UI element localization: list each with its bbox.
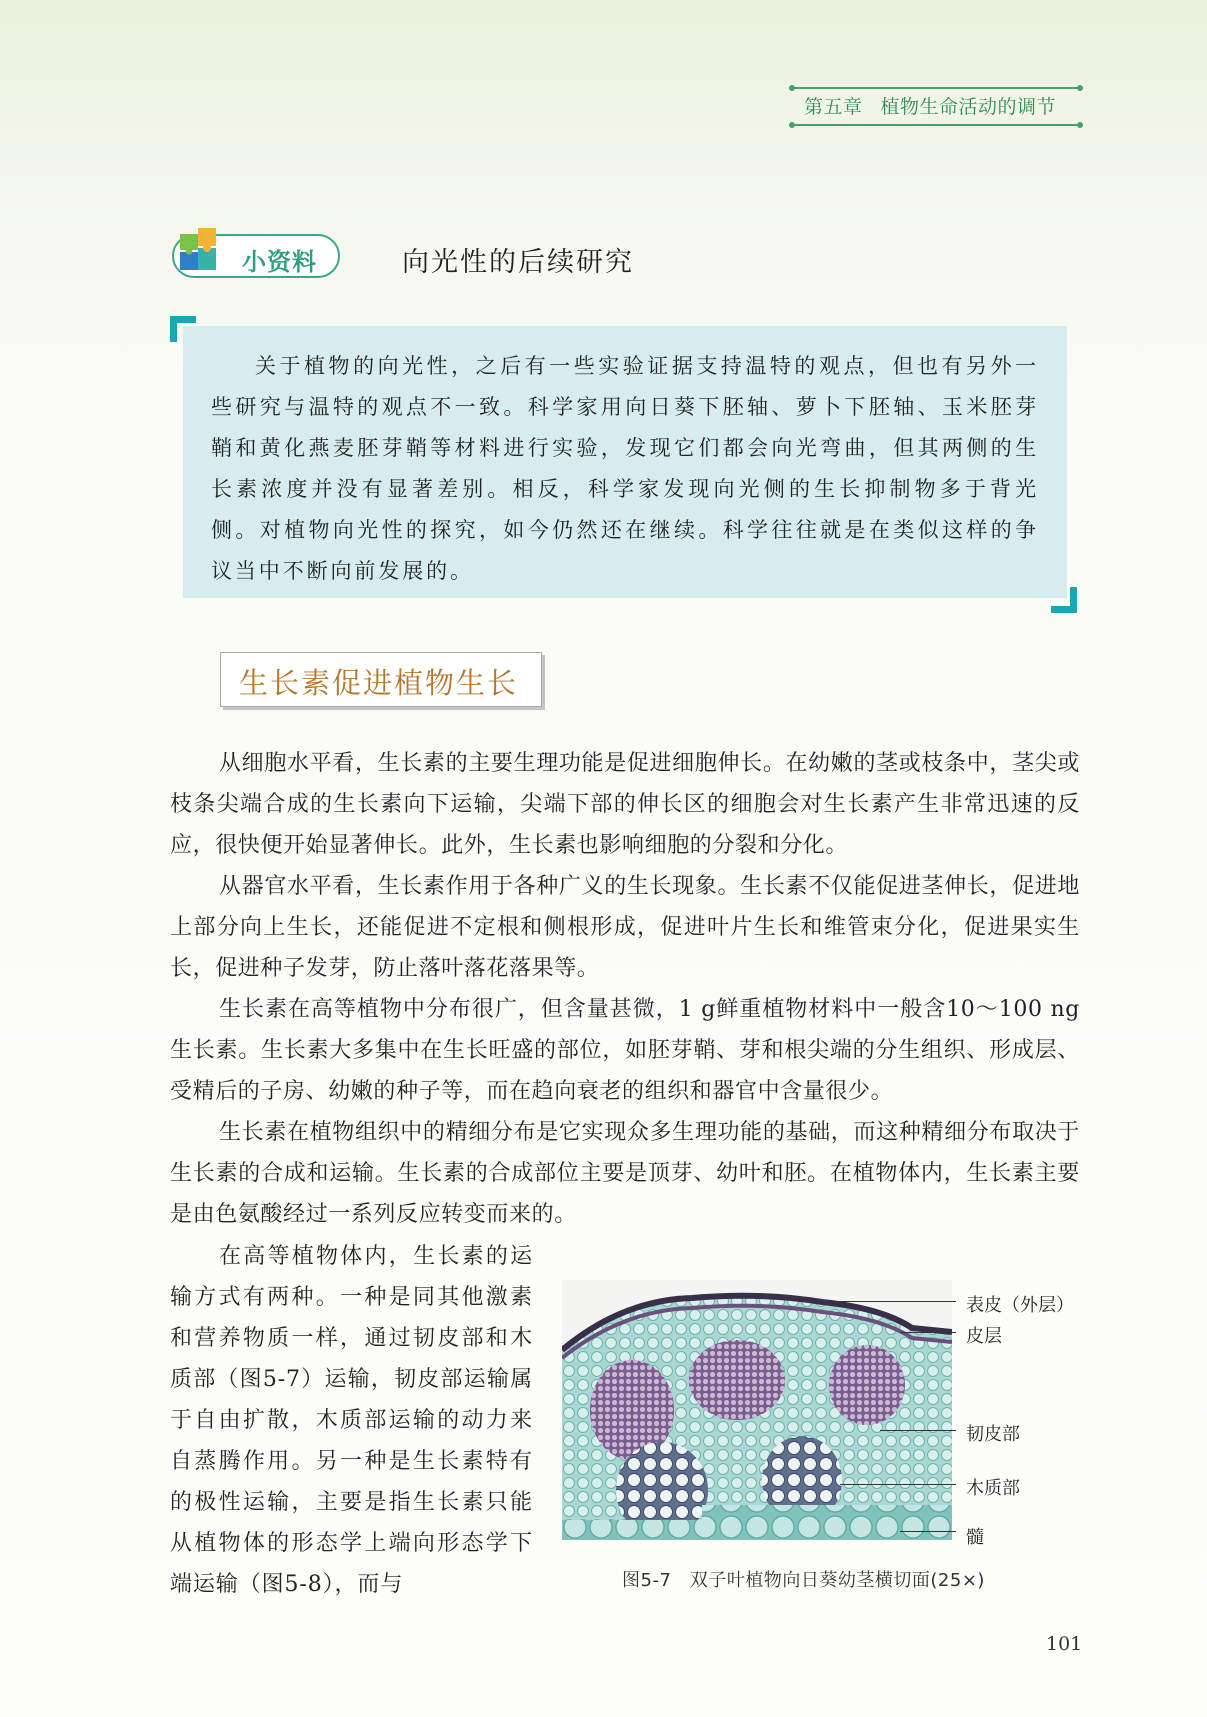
label-cortex: 皮层 — [966, 1326, 1002, 1347]
paragraph: 从细胞水平看，生长素的主要生理功能是促进细胞伸长。在幼嫩的茎或枝条中，茎尖或枝条尖端合成的生长素向下运输，尖端下部的伸长区的细胞会对生长素产生非常迅速的反应，很快便开始显著伸长。此外，生长素也影响细胞的分裂和分化。 — [170, 751, 1080, 858]
paragraph: 从器官水平看，生长素作用于各种广义的生长现象。生长素不仅能促进茎伸长，促进地上部分向上生长，还能促进不定根和侧根形成，促进叶片生长和维管束分化，促进果实生长，促进种子发芽，防止落叶落花落果等。 — [170, 874, 1080, 981]
chapter-title: 植物生命活动的调节 — [880, 96, 1057, 118]
leader-line — [900, 1332, 956, 1333]
body-text — [170, 743, 1080, 1235]
section-title-box — [220, 652, 542, 707]
section-title: 生长素促进植物生长 — [239, 666, 519, 700]
leader-line — [830, 1301, 956, 1302]
corner-mark-bottom-right — [1051, 587, 1077, 613]
paragraph: 生长素在高等植物中分布很广，但含量甚微，1 g鲜重植物材料中一般含10～100 ng生长素。生长素大多集中在生长旺盛的部位，如胚芽鞘、芽和根尖端的分生组织、形成层、受精后的子房、幼嫩的种子等，而在趋向衰老的组织和器官中含量很少。 — [170, 997, 1080, 1104]
info-badge — [172, 234, 340, 278]
info-box-text: 关于植物的向光性，之后有一些实验证据支持温特的观点，但也有另外一些研究与温特的观点不一致。科学家用向日葵下胚轴、萝卜下胚轴、玉米胚芽鞘和黄化燕麦胚芽鞘等材料进行实验，发现它们都会向光弯曲，但其两侧的生长素浓度并没有显著差别。相反，科学家发现向光侧的生长抑制物多于背光侧。对植物向光性的探究，如今仍然还在继续。科学往往就是在类似这样的争议当中不断向前发展的。 — [211, 354, 1039, 583]
page-number: 101 — [1046, 1633, 1083, 1655]
paragraph: 生长素在植物组织中的精细分布是它实现众多生理功能的基础，而这种精细分布取决于生长素的合成和运输。生长素的合成部位主要是顶芽、幼叶和胚。在植物体内，生长素主要是由色氨酸经过一系列反应转变而来的。 — [170, 1120, 1080, 1227]
puzzle-icon — [178, 224, 230, 276]
leader-line — [900, 1531, 956, 1532]
paragraph: 在高等植物体内，生长素的运输方式有两种。一种是同其他激素和营养物质一样，通过韧皮部和木质部（图5-7）运输，韧皮部运输属于自由扩散，木质部运输的动力来自蒸腾作用。另一种是生长素特有的极性运输，主要是指生长素只能从植物体的形态学上端向形态学下端运输（图5-8），而与 — [170, 1244, 533, 1597]
header-rule-bottom — [792, 124, 1080, 126]
label-xylem: 木质部 — [966, 1478, 1020, 1499]
header-rule-top — [792, 87, 1080, 89]
figure-caption: 图5-7 双子叶植物向日葵幼茎横切面(25×) — [622, 1570, 985, 1591]
chapter-number: 第五章 — [804, 96, 863, 118]
header-text — [804, 92, 1056, 119]
running-header — [792, 84, 1080, 126]
side-text — [170, 1236, 533, 1605]
label-phloem: 韧皮部 — [966, 1424, 1020, 1445]
badge-label: 小资料 — [242, 248, 317, 276]
leader-line — [880, 1430, 956, 1431]
stem-cross-section-micrograph — [562, 1280, 952, 1540]
leader-line — [840, 1484, 956, 1485]
info-box — [183, 326, 1067, 598]
label-epidermis: 表皮（外层） — [966, 1295, 1074, 1316]
label-pith: 髓 — [966, 1527, 984, 1548]
info-box-title: 向光性的后续研究 — [402, 247, 634, 278]
